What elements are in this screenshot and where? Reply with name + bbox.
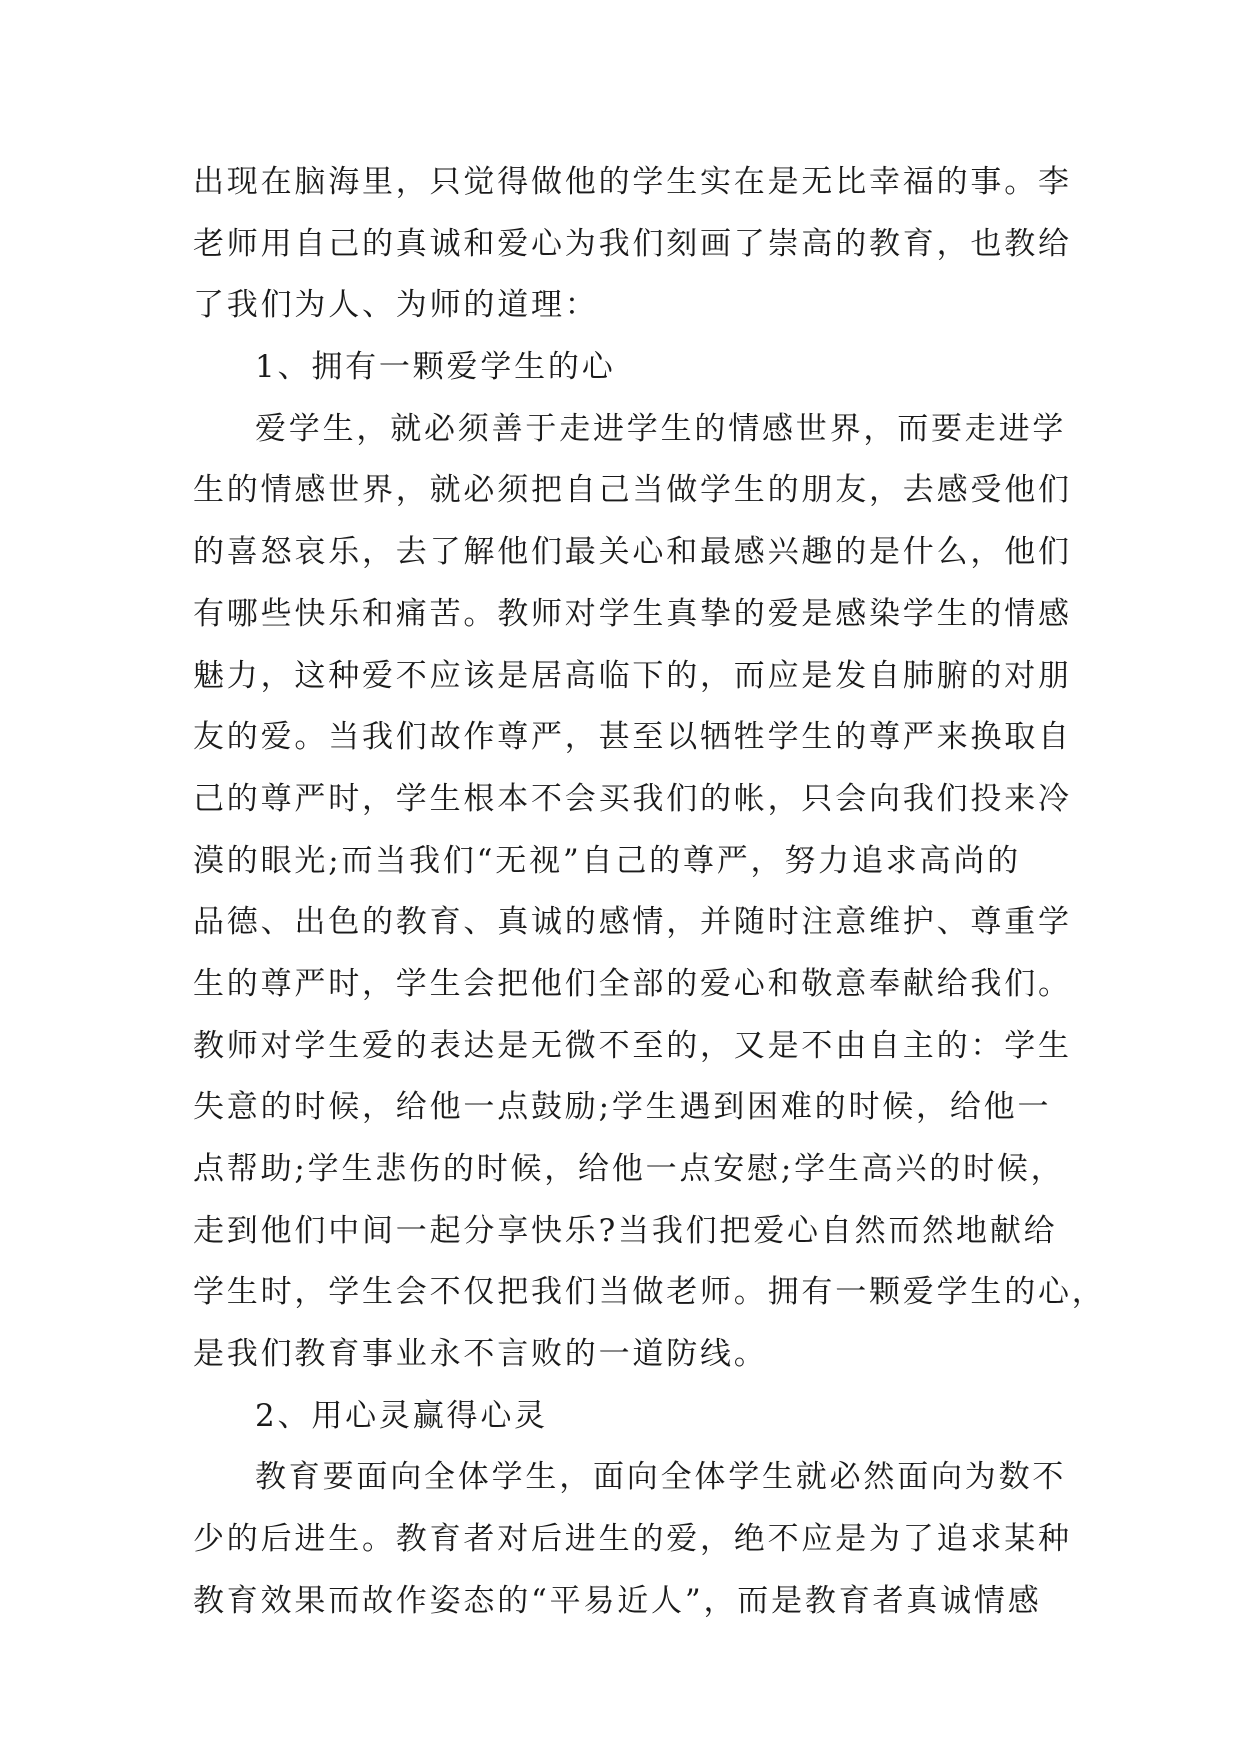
text-line: 教育要面向全体学生，面向全体学生就必然面向为数不 [255, 1459, 1067, 1496]
text-line: 己的尊严时，学生根本不会买我们的帐，只会向我们投来冷 [193, 780, 1072, 817]
text-line: 点帮助;学生悲伤的时候，给他一点安慰;学生高兴的时候， [193, 1151, 1065, 1187]
text-line: 教育效果而故作姿态的“平易近人”，而是教育者真诚情感 [193, 1582, 1042, 1619]
text-line: 品德、出色的教育、真诚的感情，并随时注意维护、尊重学 [193, 904, 1072, 941]
text-line: 魅力，这种爱不应该是居高临下的，而应是发自肺腑的对朋 [193, 657, 1072, 694]
text-line: 漠的眼光;而当我们“无视”自己的尊严，努力追求高尚的 [193, 842, 1021, 879]
text-line: 友的爱。当我们故作尊严，甚至以牺牲学生的尊严来换取自 [193, 719, 1072, 756]
text-line: 教师对学生爱的表达是无微不至的，又是不由自主的：学生 [193, 1027, 1072, 1064]
document-page [193, 152, 1106, 1633]
text-line: 生的情感世界，就必须把自己当做学生的朋友，去感受他们 [193, 472, 1072, 509]
text-line: 是我们教育事业永不言败的一道防线。 [193, 1336, 768, 1373]
text-line: 有哪些快乐和痛苦。教师对学生真挚的爱是感染学生的情感 [193, 595, 1072, 632]
text-line: 生的尊严时，学生会把他们全部的爱心和敬意奉献给我们。 [193, 965, 1072, 1002]
text-line: 的喜怒哀乐，去了解他们最关心和最感兴趣的是什么，他们 [193, 534, 1072, 571]
section-heading: 1、拥有一颗爱学生的心 [255, 349, 616, 386]
section-heading: 2、用心灵赢得心灵 [255, 1397, 548, 1434]
text-line: 走到他们中间一起分享快乐?当我们把爱心自然而然地献给 [193, 1212, 1058, 1249]
text-line: 少的后进生。教育者对后进生的爱，绝不应是为了追求某种 [193, 1521, 1072, 1558]
text-line: 爱学生，就必须善于走进学生的情感世界，而要走进学 [255, 410, 1067, 447]
text-line: 失意的时候，给他一点鼓励;学生遇到困难的时候，给他一 [193, 1089, 1052, 1126]
text-line: 了我们为人、为师的道理： [193, 287, 599, 324]
text-line: 老师用自己的真诚和爱心为我们刻画了崇高的教育，也教给 [193, 225, 1072, 262]
text-line: 学生时，学生会不仅把我们当做老师。拥有一颗爱学生的心， [193, 1274, 1106, 1311]
text-line: 出现在脑海里，只觉得做他的学生实在是无比幸福的事。李 [193, 164, 1072, 200]
